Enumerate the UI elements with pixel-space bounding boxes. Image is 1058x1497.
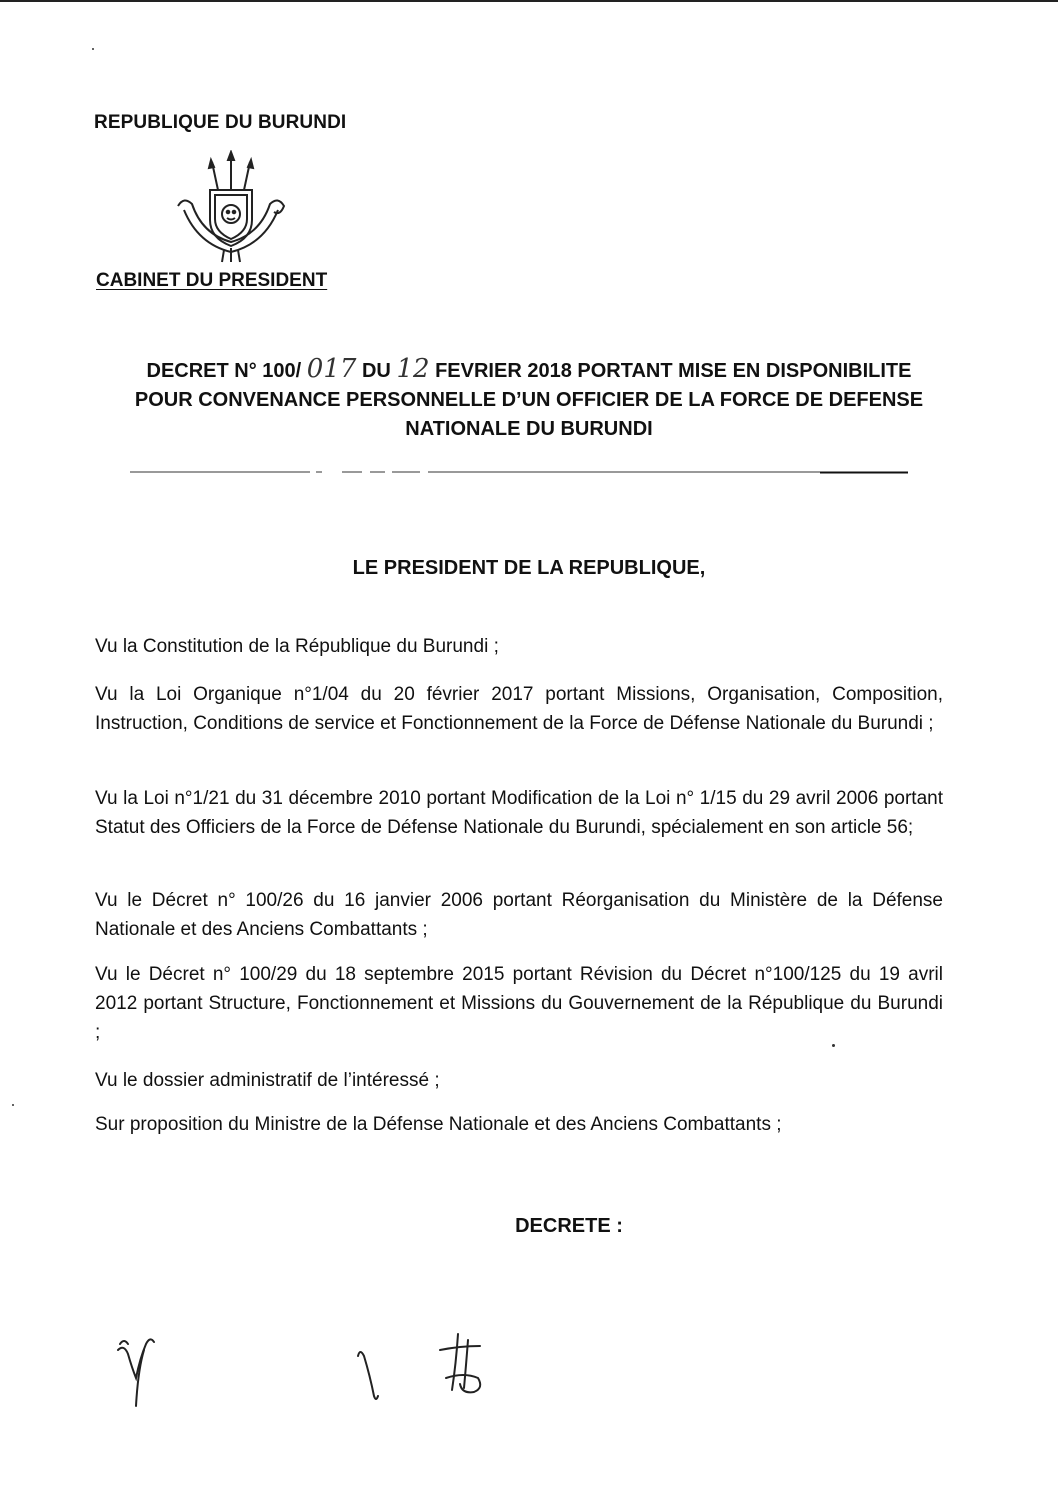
coat-of-arms-emblem [172,150,290,268]
decree-du: DU [361,360,391,382]
scan-speck [832,1044,835,1047]
cabinet-heading: CABINET DU PRESIDENT [96,270,328,291]
decree-title-line-3: NATIONALE DU BURUNDI [405,418,653,440]
decrete-heading: DECRETE : [515,1215,623,1237]
republic-heading: REPUBLIQUE DU BURUNDI [94,112,347,133]
decree-title-line-2: POUR CONVENANCE PERSONNELLE D’UN OFFICIER DE LA FORCE DE DEFENSE [134,389,924,411]
title-separator-rule [130,462,908,463]
consideration-paragraph: Sur proposition du Ministre de la Défense Nationale et des Anciens Combattants ; [95,1114,782,1135]
decree-title-rest: FEVRIER 2018 PORTANT MISE EN DISPONIBILITE [435,360,912,382]
scan-speck [92,48,94,50]
consideration-paragraph: Vu la Loi n°1/21 du 31 décembre 2010 portant Modification de la Loi n° 1/15 du 29 avril 2006 portant Statut des Officiers de la Force de Défense Nationale du Burundi, spécialement en son article 56; [95,788,943,838]
decree-title [60,355,998,444]
decree-number-prefix: DECRET N° 100/ [146,360,302,382]
consideration-paragraph: Vu le Décret n° 100/26 du 16 janvier 2006 portant Réorganisation du Ministère de la Défense Nationale et des Anciens Combattants ; [95,890,943,940]
decree-number-handwritten: 017 [306,354,357,384]
consideration-paragraph: Vu la Loi Organique n°1/04 du 20 février 2017 portant Missions, Organisation, Composition, Instruction, Conditions de service et Fonctionnement de la Force de Défense Nationale du Burundi ; [95,684,943,734]
decree-title-line-1 [60,355,998,386]
page-top-edge [0,0,1058,2]
decree-day-handwritten: 12 [396,354,430,384]
consideration-paragraph: Vu la Constitution de la République du Burundi ; [95,636,499,657]
scan-speck [12,1104,14,1106]
consideration-paragraph: Vu le Décret n° 100/29 du 18 septembre 2015 portant Révision du Décret n°100/125 du 19 avril 2012 portant Structure, Fonctionnement et Missions du Gouvernement de la République du Burundi ; [95,964,943,1043]
handwritten-initials [100,1320,520,1430]
coat-of-arms-icon [172,150,290,268]
consideration-paragraph: Vu le dossier administratif de l’intéressé ; [95,1070,440,1091]
president-heading: LE PRESIDENT DE LA REPUBLIQUE, [352,557,706,579]
